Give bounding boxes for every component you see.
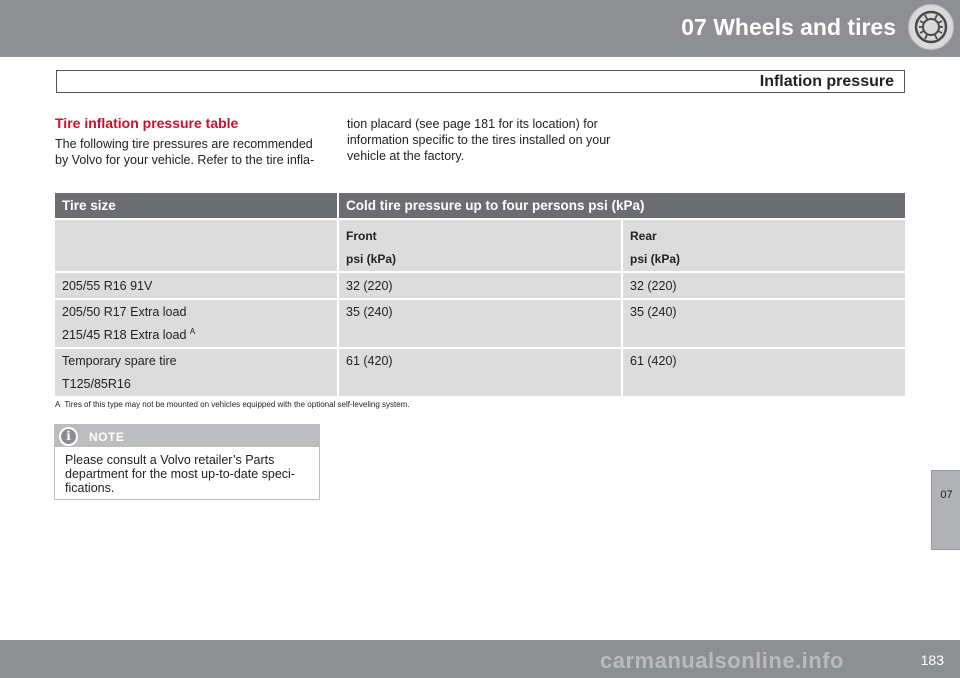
- intro-text-left: The following tire pressures are recommended by Volvo for your vehicle. Refer to the tire infla-: [55, 137, 315, 167]
- footnote-text: Tires of this type may not be mounted on vehicles equipped with the optional self-leveling system.: [64, 400, 410, 409]
- table-subheader-rear: [622, 219, 905, 272]
- cell-tire-size: Temporary spare tire T125/85R16: [55, 348, 338, 396]
- chapter-side-tab[interactable]: [931, 470, 960, 550]
- cell-front-pressure: 32 (220): [338, 272, 622, 299]
- chapter-header-band: [0, 0, 960, 57]
- page-number: 183: [920, 652, 944, 668]
- section-header: [56, 70, 905, 93]
- cell-rear-pressure: 61 (420): [622, 348, 905, 396]
- subheader-front-unit: psi (kPa): [346, 252, 397, 266]
- table-footnote: [55, 400, 410, 409]
- cell-rear-pressure: 35 (240): [622, 299, 905, 348]
- footnote-marker: A: [55, 400, 61, 409]
- info-icon: i: [59, 427, 78, 446]
- footnote-reference: A: [189, 326, 196, 336]
- tire-pressure-table: [55, 193, 905, 396]
- subheader-rear-label: Rear: [630, 229, 657, 243]
- cell-front-pressure: 61 (420): [338, 348, 622, 396]
- side-tab-label: 07: [940, 489, 953, 501]
- cell-tire-size: 205/55 R16 91V: [55, 272, 338, 299]
- note-header: [55, 425, 319, 447]
- cell-front-pressure: 35 (240): [338, 299, 622, 348]
- table-row: [55, 272, 905, 299]
- section-title: Inflation pressure: [759, 73, 894, 90]
- note-label: NOTE: [89, 430, 125, 444]
- table-subheader-front: [338, 219, 622, 272]
- cell-tire-size: 205/50 R17 Extra load 215/45 R18 Extra load $^A$: [55, 299, 338, 348]
- chapter-title: 07 Wheels and tires: [681, 14, 896, 40]
- subheader-front-label: Front: [346, 229, 377, 243]
- watermark: carmanualsonline.info: [600, 648, 844, 673]
- subheader-rear-unit: psi (kPa): [630, 252, 681, 266]
- table-header-tire-size: Tire size: [55, 193, 338, 219]
- table-header-cold-pressure: Cold tire pressure up to four persons psi (kPa): [338, 193, 905, 219]
- table-row: [55, 348, 905, 396]
- table-row: [55, 299, 905, 348]
- cell-rear-pressure: 32 (220): [622, 272, 905, 299]
- note-text: Please consult a Volvo retailer’s Parts department for the most up-to-date speci-fications.: [65, 453, 295, 495]
- section-heading: Tire inflation pressure table: [55, 115, 239, 131]
- note-box: [54, 424, 320, 500]
- intro-text-right: tion placard (see page 181 for its location) for information specific to the tires installed on your vehicle at the factory.: [347, 117, 611, 163]
- table-subheader-empty: [55, 219, 338, 272]
- tire-icon: [908, 4, 954, 50]
